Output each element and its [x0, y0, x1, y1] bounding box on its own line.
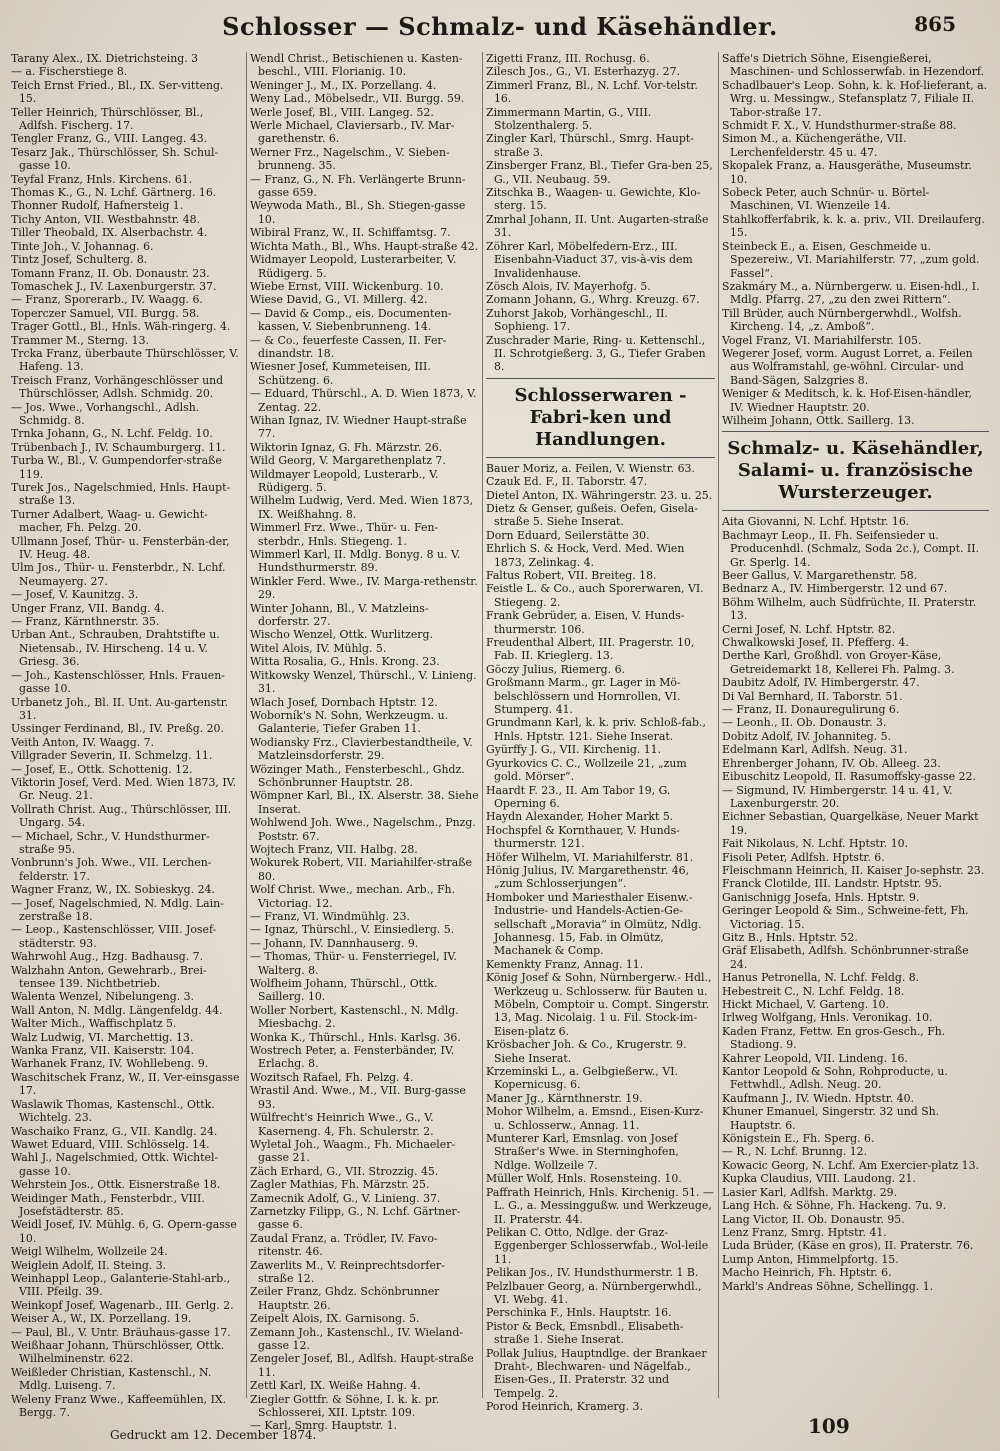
directory-entry: — Leop., Kastenschlösser, VIII. Josef-städterstr. 93.: [11, 923, 217, 950]
directory-entry: Kantor Leopold & Sohn, Rohproducte, u. Fettwhdl., Adlsh. Neug. 20.: [722, 1065, 948, 1092]
directory-entry: Großmann Marm., gr. Lager in Mö-belschlössern und Hornrollen, VI. Stumperg. 41.: [486, 676, 681, 717]
directory-entry: Wegerer Josef, vorm. August Lorret, a. Feilen aus Wolframstahl, ge-wöhnl. Circular- und Band-Sägen, Salzgries 8.: [722, 346, 973, 387]
directory-entry: Gyürffy J. G., VII. Kirchenig. 11.: [486, 743, 662, 757]
directory-entry: Wagner Franz, W., IX. Sobieskyg. 24.: [11, 883, 215, 897]
directory-entry: Weigl Wilhelm, Wollzeile 24.: [11, 1245, 168, 1259]
directory-entry: Zaudal Franz, a. Trödler, IV. Favo-ritenstr. 46.: [250, 1231, 438, 1259]
directory-entry: Werle Josef, Bl., VIII. Langeg. 52.: [250, 105, 434, 119]
directory-entry: Till Brüder, auch Nürnbergerwhdl., Wolfsh. Kircheng. 14, „z. Amboß“.: [722, 306, 962, 334]
directory-entry: Wülfrecht's Heinrich Wwe., G., V. Kaserneng. 4, Fh. Schulerstr. 2.: [250, 1111, 434, 1138]
directory-entry: Wilheim Johann, Ottk. Saillerg. 13.: [722, 413, 915, 427]
directory-entry: Skopalek Franz, a. Hausgeräthe, Museumstr. 10.: [722, 159, 972, 186]
directory-entry: Wözinger Math., Fensterbeschl., Ghdz. Schönbrunner Hauptstr. 28.: [250, 762, 465, 789]
section-divider: [486, 457, 715, 458]
directory-entry: Turner Adalbert, Waag- u. Gewicht-macher, Fh. Pelzg. 20.: [11, 507, 208, 535]
directory-entry: Zawerlits M., V. Reinprechtsdorfer-straße 12.: [250, 1258, 445, 1285]
directory-entry: Daubitz Adolf, IV. Himbergerstr. 47.: [722, 676, 920, 690]
section-divider: [722, 510, 989, 511]
directory-entry: Wiesner Josef, Kummeteisen, III. Schützeng. 6.: [250, 360, 431, 387]
directory-entry: Fisoli Peter, Adlfsh. Hptstr. 6.: [722, 850, 885, 864]
directory-entry: Lasier Karl, Adlfsh. Marktg. 29.: [722, 1185, 898, 1199]
directory-entry: Lump Anton, Himmelpfortg. 15.: [722, 1252, 899, 1266]
directory-entry: Di Val Bernhard, II. Taborstr. 51.: [722, 689, 903, 703]
directory-entry: Höfer Wilhelm, VI. Mariahilferstr. 81.: [486, 850, 694, 864]
directory-entry: Fleischmann Heinrich, II. Kaiser Jo-sephstr. 23.: [722, 863, 985, 877]
directory-entry: Schadlbauer's Leop. Sohn, k. k. Hof-lieferant, a. Wrg. u. Messingw., Stefansplatz 7, Filiale II. Tabor-straße 17.: [722, 78, 988, 119]
directory-entry: Aita Giovanni, N. Lchf. Hptstr. 16.: [722, 515, 910, 529]
directory-entry: Dorn Eduard, Seilerstätte 30.: [486, 528, 650, 542]
directory-entry: Witel Alois, IV. Mühlg. 5.: [250, 641, 387, 655]
section-heading-lard-cheese-dealers: Schmalz- u. Käsehändler, Salami- u. französische Wursterzeuger.: [727, 438, 984, 504]
directory-entry: Trübenbach J., IV. Schaumburgerg. 11.: [11, 440, 226, 454]
directory-entry: Wall Anton, N. Mdlg. Längenfeldg. 44.: [11, 1003, 223, 1017]
directory-entry: Zösch Alois, IV. Mayerhofg. 5.: [486, 279, 651, 293]
directory-entry: Woborník's N. Sohn, Werkzeugm. u. Galanterie, Tiefer Graben 11.: [250, 708, 449, 736]
directory-entry: Zmrhal Johann, II. Unt. Augarten-straße 31.: [486, 212, 709, 240]
directory-entry: Geringer Leopold & Sim., Schweine-fett, Fh. Victoriag. 15.: [722, 904, 969, 931]
directory-entry: — Franz, VI. Windmühlg. 23.: [250, 910, 410, 923]
directory-entry: Stahlkofferfabrik, k. k. a. priv., VII. Dreilauferg. 15.: [722, 212, 985, 240]
directory-entry: Weinhappl Leop., Galanterie-Stahl-arb., VIII. Pfeilg. 39.: [11, 1271, 231, 1299]
directory-entry: Pelikan Jos., IV. Hundsthurmerstr. 1 B.: [486, 1266, 699, 1280]
directory-entry: Zilesch Jos., G., VI. Esterhazyg. 27.: [486, 65, 681, 79]
directory-entry: Wohlwend Joh. Wwe., Nagelschm., Pnzg. Poststr. 67.: [250, 816, 476, 843]
directory-entry: Wrastil And. Wwe., M., VII. Burg-gasse 93.: [250, 1084, 466, 1111]
directory-entry: Chwalkowski Josef, II. Pfefferg. 4.: [722, 636, 909, 650]
directory-entry: Zimmerl Franz, Bl., N. Lchf. Vor-telstr. 16.: [486, 78, 698, 106]
directory-entry: Lang Victor, II. Ob. Donaustr. 95.: [722, 1212, 905, 1226]
directory-entry: Weidinger Math., Fensterbdr., VIII. Josefstädterstr. 85.: [11, 1191, 205, 1218]
directory-entry: Zettl Karl, IX. Weiße Hahng. 4.: [250, 1379, 421, 1393]
directory-entry: Wildmayer Leopold, Lusterarb., V. Rüdigerg. 5.: [250, 467, 439, 494]
directory-entry: König Josef & Sohn, Nürnbergerw.- Hdl., Werkzeug u. Schlosserw. für Bauten u. Möbeln, Comptoir u. Compt. Singerstr. 13, Mag. Nicolaig. 1 u. Fil. Stock-im-Eisen-platz 6.: [486, 971, 712, 1038]
directory-entry: Gitz B., Hnls. Hptstr. 52.: [722, 930, 858, 944]
directory-entry: Luda Brüder, (Käse en gros), II. Praterstr. 76.: [722, 1239, 974, 1253]
directory-entry: Weiglein Adolf, II. Steing. 3.: [11, 1258, 167, 1272]
directory-entry: — R., N. Lchf. Brunng. 12.: [722, 1145, 868, 1159]
directory-entry: Weißleder Christian, Kastenschl., N. Mdlg. Luiseng. 7.: [11, 1365, 212, 1393]
directory-entry: Porod Heinrich, Kramerg. 3.: [486, 1400, 643, 1414]
directory-entry: Dietel Anton, IX. Währingerstr. 23. u. 25.: [486, 488, 713, 502]
directory-entry: Steinbeck E., a. Eisen, Geschmeide u. Spezereiw., VI. Mariahilferstr. 77, „zum gold. Fassel“.: [722, 239, 980, 280]
directory-entry: Witkowsky Wenzel, Thürschl., V. Linieng. 31.: [250, 668, 477, 696]
directory-entry: Wömpner Karl, Bl., IX. Alserstr. 38. Siehe Inserat.: [250, 789, 479, 816]
directory-entry: Franck Clotilde, III. Landstr. Hptstr. 95.: [722, 877, 942, 891]
directory-entry: Vogel Franz, VI. Mariahilferstr. 105.: [722, 333, 922, 347]
column-2: [246, 52, 482, 1433]
directory-entry: Winter Johann, Bl., V. Matzleins-dorferstr. 27.: [250, 601, 429, 629]
directory-entry: Faltus Robert, VII. Breiteg. 18.: [486, 569, 657, 582]
directory-entry: Toperczer Samuel, VII. Burgg. 58.: [11, 306, 200, 320]
directory-entry: Weinkopf Josef, Wagenarb., III. Gerlg. 2.: [11, 1298, 234, 1312]
directory-entry: Frank Gebrüder, a. Eisen, V. Hunds-thurmerstr. 106.: [486, 609, 685, 636]
directory-entry: — Leonh., II. Ob. Donaustr. 3.: [722, 716, 887, 730]
directory-entry: Ziegler Gottfr. & Söhne, I. k. k. pr. Schlosserei, XII. Lptstr. 109.: [250, 1392, 440, 1420]
directory-entry: Zöhrer Karl, Möbelfedern-Erz., III. Eisenbahn-Viaduct 37, vis-à-vis dem Invalidenhause.: [486, 239, 693, 280]
directory-entry: Kaufmann J., IV. Wiedn. Hptstr. 40.: [722, 1091, 914, 1105]
directory-entry: — Josef, Nagelschmied, N. Mdlg. Lain-zerstraße 18.: [11, 896, 224, 923]
directory-entry: Weninger J., M., IX. Porzellang. 4.: [250, 78, 437, 92]
directory-entry: Krösbacher Joh. & Co., Krugerstr. 9. Siehe Inserat.: [486, 1038, 687, 1065]
directory-entry: Witta Rosalia, G., Hnls. Krong. 23.: [250, 655, 440, 669]
sheet-number: 109: [808, 1414, 850, 1438]
directory-entry: Turba W., Bl., V. Gumpendorfer-straße 119.: [11, 454, 222, 481]
directory-entry: Khuner Emanuel, Singerstr. 32 und Sh. Hauptstr. 6.: [722, 1105, 940, 1132]
directory-entry: — Josef, V. Kaunitzg. 3.: [11, 588, 139, 602]
directory-entry: Walter Mich., Waffischplatz 5.: [11, 1017, 177, 1031]
column-3: [482, 52, 718, 1414]
directory-entry: Gyurkovics C. C., Wollzeile 21, „zum gold. Mörser“.: [486, 756, 687, 784]
directory-entry: Zuhorst Jakob, Vorhängeschl., II. Sophieng. 17.: [486, 306, 668, 334]
directory-entry: Zarnetzky Filipp, G., N. Lchf. Gärtner-gasse 6.: [250, 1204, 461, 1232]
directory-entry: Eichner Sebastian, Quargelkäse, Neuer Markt 19.: [722, 810, 979, 837]
directory-entry: Teyfal Franz, Hnls. Kirchens. 61.: [11, 172, 193, 186]
directory-entry: Veith Anton, IV. Waagg. 7.: [11, 735, 155, 749]
directory-entry: Cerni Josef, N. Lchf. Hptstr. 82.: [722, 622, 896, 636]
directory-entry: Tomann Franz, II. Ob. Donaustr. 23.: [11, 266, 210, 280]
directory-entry: Ehrlich S. & Hock, Verd. Med. Wien 1873, Zelinkag. 4.: [486, 542, 685, 569]
directory-entry: Wojtech Franz, VII. Halbg. 28.: [250, 842, 418, 856]
directory-entry: Wonka K., Thürschl., Hnls. Karlsg. 36.: [250, 1030, 461, 1044]
directory-entry: Hickt Michael, V. Garteng. 10.: [722, 998, 889, 1011]
directory-entry: Dobitz Adolf, IV. Johanniteg. 5.: [722, 729, 891, 743]
directory-entry: Urbanetz Joh., Bl. II. Unt. Au-gartenstr. 31.: [11, 695, 229, 722]
directory-entry: Sobeck Peter, auch Schnür- u. Börtel-Maschinen, VI. Wienzeile 14.: [722, 186, 930, 213]
directory-entry: Lang Hch. & Söhne, Fh. Hackeng. 7u. 9.: [722, 1199, 947, 1213]
directory-entry: Böhm Wilhelm, auch Südfrüchte, II. Praterstr. 13.: [722, 595, 977, 623]
directory-entry: Wilhelm Ludwig, Verd. Med. Wien 1873, IX. Weißhahng. 8.: [250, 494, 474, 521]
directory-entry: Tomaschek J., IV. Laxenburgerstr. 37.: [11, 279, 217, 293]
directory-entry: Hanus Petronella, N. Lchf. Feldg. 8.: [722, 971, 920, 985]
directory-entry: Pelzlbauer Georg, a. Nürnbergerwhdl., VI. Webg. 41.: [486, 1279, 702, 1306]
directory-entry: Pelikan C. Otto, Ndlge. der Graz-Eggenberger Schlosserwfab., Wol-leile 11.: [486, 1225, 709, 1266]
directory-entry: — Ignaz, Thürschl., V. Einsiedlerg. 5.: [250, 923, 455, 937]
directory-entry: Munterer Karl, Emsnlag. von Josef Straßer's Wwe. in Sterninghofen, Ndlge. Wollzeile 7.: [486, 1132, 679, 1172]
directory-entry: Wehrstein Jos., Ottk. Eisnerstraße 18.: [11, 1178, 221, 1192]
directory-entry: Hönig Julius, IV. Margarethenstr. 46, „zum Schlosserjungen“.: [486, 863, 690, 891]
directory-entry: Wolf Christ. Wwe., mechan. Arb., Fh. Victoriag. 12.: [250, 883, 456, 910]
directory-entry: Kaden Franz, Fettw. En gros-Gesch., Fh. Stadiong. 9.: [722, 1024, 946, 1052]
directory-entry: Wischo Wenzel, Ottk. Wurlitzerg.: [250, 628, 433, 642]
directory-entry: Woller Norbert, Kastenschl., N. Mdlg. Miesbachg. 2.: [250, 1003, 459, 1031]
directory-entry: Zengeler Josef, Bl., Adlfsh. Haupt-straße 11.: [250, 1352, 474, 1379]
directory-entry: Wild Georg, V. Margarethenplatz 7.: [250, 454, 446, 468]
page-number: 865: [914, 12, 956, 36]
directory-entry: Feistle L. & Co., auch Sporerwaren, VI. Stiegeng. 2.: [486, 582, 704, 609]
directory-entry: Freudenthal Albert, III. Pragerstr. 10, Fab. II. Krieglerg. 13.: [486, 636, 695, 663]
directory-entry: — David & Comp., eis. Documenten-kassen, V. Siebenbrunneng. 14.: [250, 306, 452, 334]
directory-entry: Bachmayr Leop., II. Fh. Seifensieder u. Producenhdl. (Schmalz, Soda 2c.), Compt. II. Gr. Sperlg. 14.: [722, 528, 979, 569]
directory-entry: Wolfheim Johann, Thürschl., Ottk. Saillerg. 10.: [250, 977, 438, 1004]
directory-entry: Gräf Elisabeth, Adlfsh. Schönbrunner-straße 24.: [722, 944, 969, 971]
directory-entry: Warhanek Franz, IV. Wohllebeng. 9.: [11, 1057, 209, 1071]
directory-entry: Eibuschitz Leopold, II. Rasumoffsky-gasse 22.: [722, 770, 976, 784]
directory-entry: Pollak Julius, Hauptndlge. der Brankaer Draht-, Blechwaren- und Nägelfab., Eisen-Ges., II. Praterstr. 32 und Tempelg. 2.: [486, 1346, 707, 1400]
directory-entry: Haydn Alexander, Hoher Markt 5.: [486, 810, 674, 824]
directory-entry: Kowacic Georg, N. Lchf. Am Exercier-platz 13.: [722, 1158, 979, 1172]
directory-entry: Wichta Math., Bl., Whs. Haupt-straße 42.: [250, 239, 479, 253]
directory-entry: Tintz Josef, Schulterg. 8.: [11, 253, 148, 267]
directory-entry: Bauer Moriz, a. Feilen, V. Wienstr. 63.: [486, 461, 695, 475]
page-header: [0, 8, 1000, 48]
directory-entry: Wyletal Joh., Waagm., Fh. Michaeler-gasse 21.: [250, 1137, 456, 1165]
directory-entry: Macho Heinrich, Fh. Hptstr. 6.: [722, 1266, 892, 1280]
directory-entry: Wahl J., Nagelschmied, Ottk. Wichtel-gasse 10.: [11, 1151, 219, 1178]
directory-entry: Zomann Johann, G., Whrg. Kreuzg. 67.: [486, 293, 700, 307]
directory-entry: Zimmermann Martin, G., VIII. Stolzenthalerg. 5.: [486, 105, 652, 133]
directory-entry: Unger Franz, VII. Bandg. 4.: [11, 601, 165, 615]
directory-entry: — a. Fischerstiege 8.: [11, 65, 128, 79]
directory-entry: Zeipelt Alois, IX. Garnisong. 5.: [250, 1312, 420, 1326]
directory-entry: Krzeminski L., a. Gelbgießerw., VI. Kopernicusg. 6.: [486, 1065, 678, 1092]
column-4: [718, 52, 992, 1398]
directory-entry: Waschaiko Franz, G., VII. Kandlg. 24.: [11, 1124, 218, 1138]
directory-entry: Paffrath Heinrich, Hnls. Kirchenig. 51. — L. G., a. Messinggußw. und Werkzeuge, II. Praterstr. 44.: [486, 1185, 714, 1226]
directory-entry: Turek Jos., Nagelschmied, Hnls. Haupt-straße 13.: [11, 481, 231, 508]
directory-entry: Homboker und Mariesthaler Eisenw.- Industrie- und Handels-Actien-Ge-sellschaft „Moravia“ in Olmütz, Ndlg. Johannesg. 15, Fab. in Olmütz, Machanek & Comp.: [486, 890, 702, 958]
directory-entry: Königstein E., Fh. Sperg. 6.: [722, 1132, 875, 1146]
directory-entry: — Josef, E., Ottk. Schottenig. 12.: [11, 762, 193, 776]
directory-entry: Zinsberger Franz, Bl., Tiefer Gra-ben 25, G., VII. Neubaug. 59.: [486, 159, 713, 186]
directory-entry: — Franz, II. Donauregulirung 6.: [722, 703, 900, 717]
directory-entry: Viktorin Josef, Verd. Med. Wien 1873, IV. Gr. Neug. 21.: [11, 775, 237, 803]
directory-entry: — Joh., Kastenschlösser, Hnls. Frauen-gasse 10.: [11, 668, 225, 696]
directory-entry: Wiebe Ernst, VIII. Wickenburg. 10.: [250, 279, 444, 293]
directory-entry: Wiese David, G., VI. Millerg. 42.: [250, 293, 428, 307]
directory-entry: — Karl, Smrg. Hauptstr. 1.: [250, 1419, 398, 1433]
directory-entry: Wlach Josef, Dornbach Hptstr. 12.: [250, 695, 438, 709]
directory-entry: Pistor & Beck, Emsnbdl., Elisabeth-straße 1. Siehe Inserat.: [486, 1319, 684, 1347]
directory-entry: Wiktorin Ignaz, G. Fh. Märzstr. 26.: [250, 440, 443, 454]
directory-entry: Tengler Franz, G., VIII. Langeg. 43.: [11, 132, 208, 146]
directory-entry: — Eduard, Thürschl., A. D. Wien 1873, V. Zentag. 22.: [250, 387, 477, 414]
directory-entry: Teich Ernst Fried., Bl., IX. Ser-vitteng. 15.: [11, 78, 224, 106]
directory-entry: Wawet Eduard, VIII. Schlösselg. 14.: [11, 1137, 210, 1151]
directory-entry: Waschitschek Franz, W., II. Ver-einsgasse 17.: [11, 1070, 240, 1098]
directory-entry: Schmidt F. X., V. Hundsthurmer-straße 88.: [722, 119, 957, 133]
directory-entry: Fait Nikolaus, N. Lchf. Hptstr. 10.: [722, 837, 909, 851]
directory-entry: Saffe's Dietrich Söhne, Eisengießerei, Maschinen- und Schlosserwfab. in Hezendorf.: [722, 52, 985, 79]
directory-entry: Wendl Christ., Betischienen u. Kasten-beschl., VIII. Florianig. 10.: [250, 52, 463, 79]
directory-entry: Weniger & Meditsch, k. k. Hof-Eisen-händler, IV. Wiedner Hauptstr. 20.: [722, 387, 973, 414]
directory-entry: Walzhahn Anton, Gewehrarb., Brei-tensee 139. Nichtbetrieb.: [11, 963, 207, 991]
directory-entry: Lenz Franz, Smrg. Hptstr. 41.: [722, 1225, 887, 1239]
directory-entry: Ussinger Ferdinand, Bl., IV. Preßg. 20.: [11, 722, 224, 736]
directory-entry: Wostrech Peter, a. Fensterbänder, IV. Erlachg. 8.: [250, 1044, 455, 1071]
column-1: [8, 52, 246, 1420]
column-3-top-list: [486, 52, 715, 374]
directory-entry: Wanka Franz, VII. Kaiserstr. 104.: [11, 1044, 195, 1058]
directory-entry: Werner Frz., Nagelschm., V. Sieben-brunneng. 35.: [250, 145, 450, 173]
directory-entry: Wodiansky Frz., Clavierbestandtheile, V. Matzleinsdorferstr. 29.: [250, 735, 473, 763]
directory-entry: Markl's Andreas Söhne, Schellingg. 1.: [722, 1279, 934, 1293]
directory-entry: Vollrath Christ. Aug., Thürschlösser, III. Ungarg. 54.: [11, 802, 232, 830]
directory-entry: Walenta Wenzel, Nibelungeng. 3.: [11, 990, 195, 1004]
directory-entry: Müller Wolf, Hnls. Rosensteing. 10.: [486, 1172, 682, 1186]
directory-entry: Tiller Theobald, IX. Alserbachstr. 4.: [11, 226, 208, 240]
directory-entry: Ullmann Josef, Thür- u. Fensterbän-der, IV. Heug. 48.: [11, 534, 230, 562]
section-divider: [722, 431, 989, 432]
directory-entry: Thonner Rudolf, Hafnersteig 1.: [11, 199, 184, 213]
column-4-bottom-list: [722, 515, 989, 1293]
directory-entry: — Sigmund, IV. Himbergerstr. 14 u. 41, V. Laxenburgerstr. 20.: [722, 783, 953, 810]
directory-entry: Trnka Johann, G., N. Lchf. Feldg. 10.: [11, 427, 213, 441]
directory-entry: — Johann, IV. Dannhauserg. 9.: [250, 936, 419, 950]
directory-entry: Weiser A., W., IX. Porzellang. 19.: [11, 1312, 192, 1326]
directory-entry: — Paul, Bl., V. Untr. Bräuhaus-gasse 17.: [11, 1325, 231, 1339]
directory-entry: Wahrwohl Aug., Hzg. Badhausg. 7.: [11, 950, 204, 964]
directory-entry: Trager Gottl., Bl., Hnls. Wäh-ringerg. 4.: [11, 320, 231, 334]
printed-date: Gedruckt am 12. December 1874.: [110, 1428, 317, 1442]
directory-entry: Beer Gallus, V. Margarethenstr. 58.: [722, 569, 918, 582]
directory-entry: Zingler Karl, Thürschl., Smrg. Haupt-straße 3.: [486, 132, 694, 159]
directory-entry: Wokurek Robert, VII. Mariahilfer-straße 80.: [250, 856, 472, 883]
directory-entry: — Franz, G., N. Fh. Verlängerte Brunn-gasse 659.: [250, 172, 466, 200]
directory-entry: Weidl Josef, IV. Mühlg. 6, G. Opern-gasse 10.: [11, 1218, 237, 1245]
directory-entry: Zemann Joh., Kastenschl., IV. Wieland-gasse 12.: [250, 1325, 464, 1352]
directory-entry: Kahrer Leopold, VII. Lindeng. 16.: [722, 1051, 908, 1065]
directory-entry: Szakmáry M., a. Nürnbergerw. u. Eisen-hdl., I. Mdlg. Pfarrg. 27, „zu den zwei Rittern“.: [722, 279, 980, 307]
directory-entry: Kupka Claudius, VIII. Laudong. 21.: [722, 1172, 916, 1186]
directory-entry: Trcka Franz, überbaute Thürschlösser, V. Hafeng. 13.: [11, 346, 239, 374]
directory-entry: Weißhaar Johann, Thürschlösser, Ottk. Wilhelminenstr. 622.: [11, 1339, 225, 1366]
directory-entry: Wihan Ignaz, IV. Wiedner Haupt-straße 77.: [250, 413, 467, 441]
directory-entry: Teller Heinrich, Thürschlösser, Bl., Adlfsh. Fischerg. 17.: [11, 105, 204, 133]
directory-entry: — Michael, Schr., V. Hundsthurmer-straße 95.: [11, 829, 210, 856]
directory-entry: Dietz & Genser, gußeis. Oefen, Gisela-straße 5. Siehe Inserat.: [486, 501, 698, 529]
directory-entry: Vonbrunn's Joh. Wwe., VII. Lerchen-felderstr. 17.: [11, 856, 212, 883]
directory-entry: Ulm Jos., Thür- u. Fensterbdr., N. Lchf. Neumayerg. 27.: [11, 561, 226, 588]
directory-entry: Simon M., a. Küchengeräthe, VII. Lerchenfelderstr. 45 u. 47.: [722, 132, 907, 159]
directory-entry: Irlweg Wolfgang, Hnls. Veronikag. 10.: [722, 1011, 933, 1025]
column-3-bottom-list: [486, 462, 715, 1414]
directory-entry: — Franz, Kärnthnerstr. 35.: [11, 615, 160, 629]
directory-entry: Hochspfel & Kornthauer, V. Hunds-thurmerstr. 121.: [486, 823, 680, 851]
column-4-top-list: [722, 52, 989, 427]
directory-entry: Edelmann Karl, Adlfsh. Neug. 31.: [722, 743, 908, 757]
directory-entry: Trammer M., Sterng. 13.: [11, 333, 149, 347]
directory-entry: Derthe Karl, Großhdl. von Groyer-Käse, Getreidemarkt 18, Kellerei Fh. Palmg. 3.: [722, 649, 955, 676]
directory-entry: — Franz, Sporerarb., IV. Waagg. 6.: [11, 293, 203, 307]
directory-entry: Kemenkty Franz, Annag. 11.: [486, 957, 644, 971]
directory-entry: Weleny Franz Wwe., Kaffeemühlen, IX. Bergg. 7.: [11, 1392, 227, 1420]
directory-entry: Wimmerl Frz. Wwe., Thür- u. Fen-sterbdr., Hnls. Stiegeng. 1.: [250, 521, 439, 548]
directory-entry: Werle Michael, Claviersarb., IV. Mar-garethenstr. 6.: [250, 119, 455, 146]
directory-entry: Hebestreit C., N. Lchf. Feldg. 18.: [722, 984, 905, 998]
directory-entry: Villgrader Severin, II. Schmelzg. 11.: [11, 749, 213, 763]
directory-entry: Urban Ant., Schrauben, Drahtstifte u. Nietensab., IV. Hirscheng. 14 u. V. Griesg. 36.: [11, 628, 220, 669]
directory-entry: Zeiler Franz, Ghdz. Schönbrunner Hauptstr. 26.: [250, 1285, 440, 1312]
directory-entry: Waslawik Thomas, Kastenschl., Ottk. Wichtelg. 23.: [11, 1097, 215, 1125]
directory-entry: Czauk Ed. F., II. Taborstr. 47.: [486, 475, 648, 489]
directory-entry: Zitschka B., Waagen- u. Gewichte, Klo-sterg. 15.: [486, 186, 701, 213]
directory-entry: Ehrenberger Johann, IV. Ob. Alleeg. 23.: [722, 756, 941, 770]
directory-entry: Wimmerl Karl, II. Mdlg. Bonyg. 8 u. V. Hundsthurmerstr. 89.: [250, 548, 461, 575]
directory-entry: — Jos. Wwe., Vorhangschl., Adlsh. Schmidg. 8.: [11, 400, 200, 427]
directory-entry: Tarany Alex., IX. Dietrichsteing. 3: [11, 52, 199, 65]
directory-entry: Zamecnik Adolf, G., V. Linieng. 37.: [250, 1191, 441, 1205]
directory-entry: Zigetti Franz, III. Rochusg. 6.: [486, 52, 650, 65]
directory-entry: Weywoda Math., Bl., Sh. Stiegen-gasse 10.: [250, 199, 466, 226]
directory-entry: Weny Lad., Möbelsedr., VII. Burgg. 59.: [250, 92, 465, 106]
section-divider: [486, 378, 715, 379]
directory-entry: Perschinka F., Hnls. Hauptstr. 16.: [486, 1306, 672, 1320]
directory-entry: Walz Ludwig, VI. Marchettig. 13.: [11, 1030, 194, 1044]
directory-entry: Zäch Erhard, G., VII. Strozzig. 45.: [250, 1164, 439, 1178]
directory-entry: — & Co., feuerfeste Cassen, II. Fer-dinandstr. 18.: [250, 333, 447, 360]
directory-entry: Mohor Wilhelm, a. Emsnd., Eisen-Kurz- u. Schlosserw., Annag. 11.: [486, 1105, 704, 1132]
section-heading-locksmith-wares: Schlosserwaren - Fabri-ken und Handlungen.: [514, 384, 687, 450]
directory-entry: Treisch Franz, Vorhängeschlösser und Thürschlösser, Adlsh. Schmidg. 20.: [11, 373, 224, 401]
directory-entry: Göczy Julius, Riemerg. 6.: [486, 662, 625, 676]
directory-entry: Ganischnigg Josefa, Hnls. Hptstr. 9.: [722, 890, 920, 904]
columns: [8, 52, 992, 1433]
directory-entry: Tinte Joh., V. Johannag. 6.: [11, 239, 154, 253]
directory-entry: Zuschrader Marie, Ring- u. Kettenschl., II. Schrotgießerg. 3, G., Tiefer Graben 8.: [486, 333, 706, 374]
directory-entry: Thomas K., G., N. Lchf. Gärtnerg. 16.: [11, 186, 217, 200]
directory-entry: Grundmann Karl, k. k. priv. Schloß-fab., Hnls. Hptstr. 121. Siehe Inserat.: [486, 716, 706, 743]
page-title: Schlosser — Schmalz- und Käsehändler.: [222, 12, 778, 41]
directory-entry: Bednarz A., IV. Himbergerstr. 12 und 67.: [722, 582, 948, 596]
directory-entry: Haardt F. 23., II. Am Tabor 19, G. Operning 6.: [486, 783, 671, 810]
directory-entry: Wozitsch Rafael, Fh. Pelzg. 4.: [250, 1070, 414, 1084]
directory-entry: — Thomas, Thür- u. Fensterriegel, IV. Walterg. 8.: [250, 950, 457, 977]
directory-entry: Widmayer Leopold, Lusterarbeiter, V. Rüdigerg. 5.: [250, 253, 457, 280]
directory-entry: Wibiral Franz, W., II. Schiffamtsg. 7.: [250, 226, 451, 240]
directory-entry: Winkler Ferd. Wwe., IV. Marga-rethenstr. 29.: [250, 574, 478, 602]
directory-entry: Tesarz Jak., Thürschlösser, Sh. Schul-gasse 10.: [11, 145, 219, 173]
directory-entry: Maner Jg., Kärnthnerstr. 19.: [486, 1091, 643, 1105]
directory-entry: Zagler Mathias, Fh. Märzstr. 25.: [250, 1178, 430, 1192]
directory-entry: Tichy Anton, VII. Westbahnstr. 48.: [11, 212, 201, 226]
